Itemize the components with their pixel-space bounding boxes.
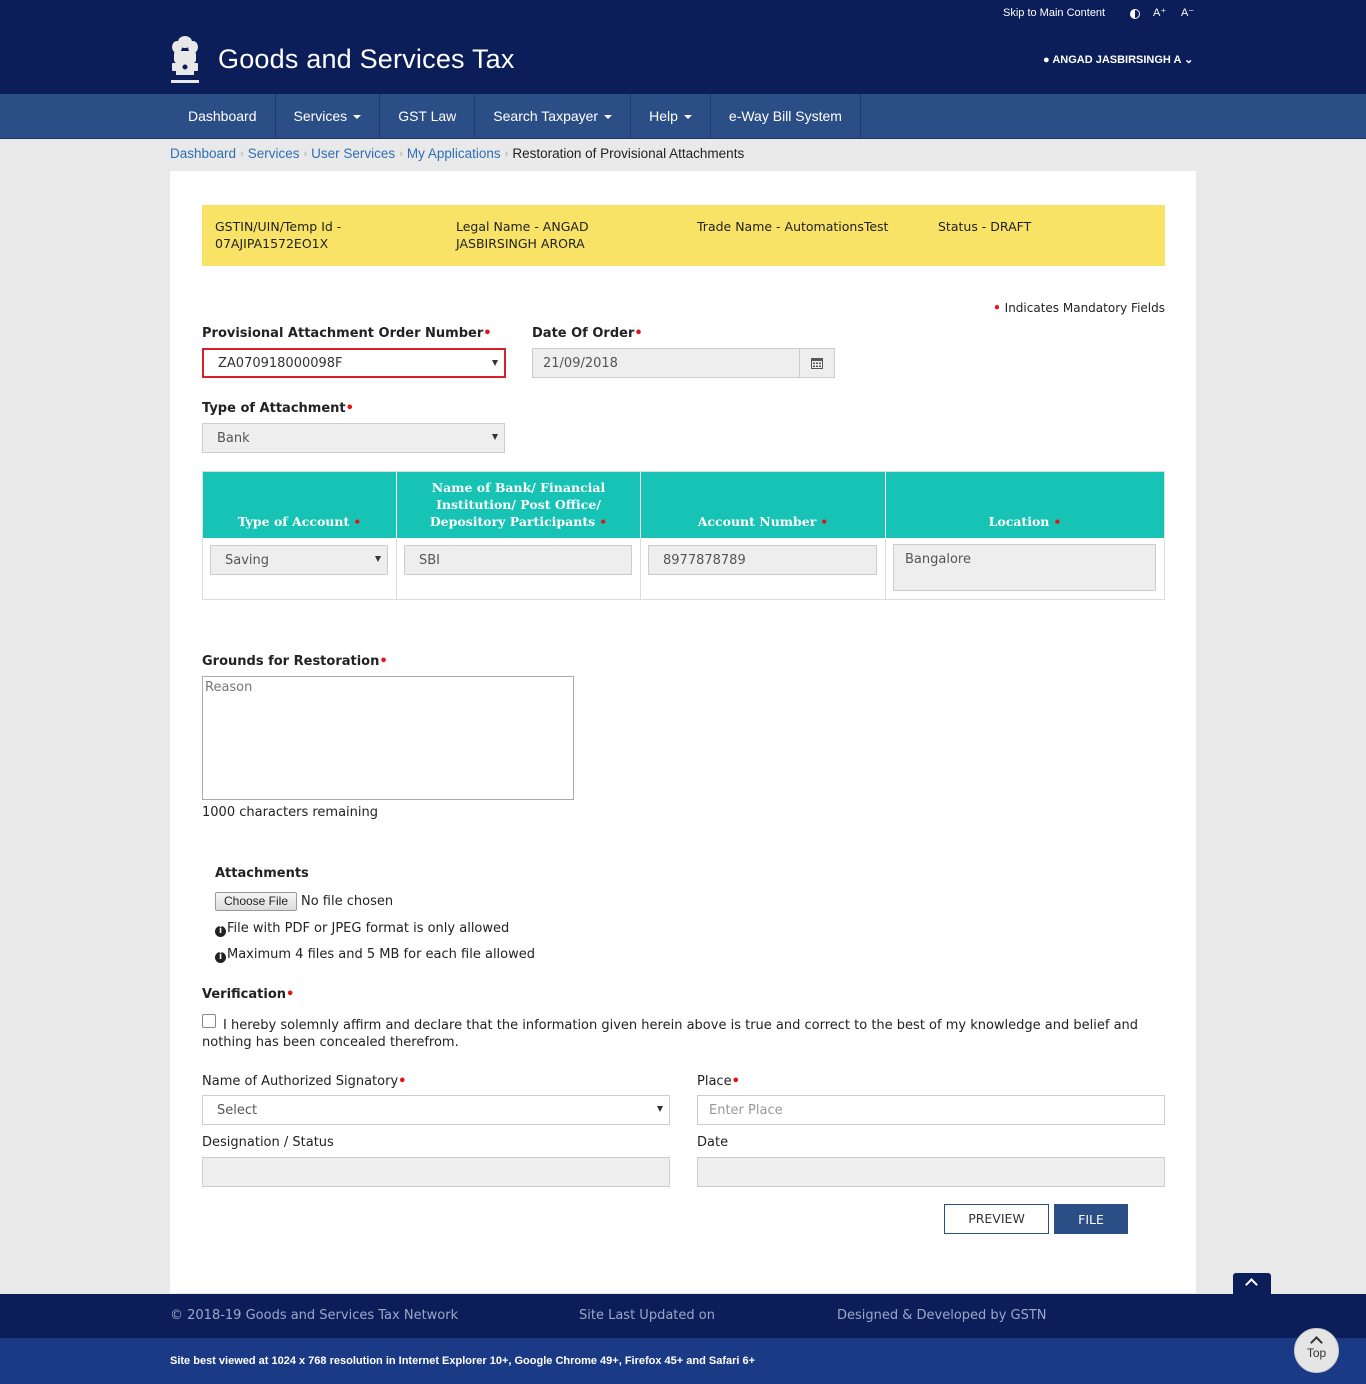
- breadcrumb-separator-icon: ›: [504, 148, 509, 160]
- site-header: [0, 28, 1366, 94]
- taxpayer-info-bar: [202, 205, 1165, 266]
- select-arrow-icon: [657, 1106, 663, 1112]
- footer-copyright: © 2018-19 Goods and Services Tax Network: [170, 1308, 459, 1323]
- top-utility-bar: [0, 0, 1366, 28]
- footer-designed-by: Designed & Developed by GSTN: [837, 1308, 1047, 1323]
- preview-button[interactable]: PREVIEW: [944, 1204, 1049, 1234]
- top-label: Top: [1306, 1346, 1327, 1360]
- chevron-down-icon: ⌄: [1184, 54, 1194, 66]
- nav-gst-law[interactable]: [380, 94, 475, 139]
- column-divider: [396, 538, 397, 600]
- nav-eway-bill[interactable]: [711, 94, 861, 139]
- place-label: [697, 1074, 740, 1089]
- status-info: Status - DRAFT: [938, 219, 1032, 234]
- choose-file-button[interactable]: Choose File: [215, 892, 297, 911]
- signatory-value: Select: [217, 1103, 258, 1118]
- account-type-select[interactable]: [210, 545, 388, 575]
- place-label-text: Place: [697, 1074, 732, 1089]
- date-of-order-label-text: Date Of Order: [532, 326, 635, 341]
- mandatory-dot-icon: •: [1053, 514, 1062, 529]
- no-file-chosen: No file chosen: [301, 894, 394, 909]
- mandatory-dot-icon: •: [820, 514, 829, 529]
- type-of-attachment-select[interactable]: [202, 423, 505, 453]
- main-panel: [170, 171, 1196, 1293]
- file-size-note: [215, 947, 535, 963]
- place-input[interactable]: Enter Place: [697, 1095, 1165, 1125]
- signatory-select[interactable]: [202, 1095, 670, 1125]
- nav-label: Dashboard: [188, 108, 257, 124]
- designation-label: Designation / Status: [202, 1135, 334, 1150]
- info-icon: i: [215, 952, 226, 963]
- grounds-label: [202, 654, 388, 669]
- legal-name-value: JASBIRSINGH ARORA: [456, 236, 585, 251]
- legal-name-info: [456, 218, 589, 252]
- mandatory-dot-icon: •: [993, 301, 1001, 315]
- breadcrumb-dashboard[interactable]: Dashboard: [170, 146, 237, 161]
- th-label: Location: [988, 514, 1050, 529]
- verification-text-line-2: nothing has been concealed therefrom.: [202, 1035, 459, 1050]
- best-viewed-text: Site best viewed at 1024 x 768 resolution in Internet Explorer 10+, Google Chrome 49+, Firefox 45+ and Safari 6+: [170, 1355, 756, 1367]
- footer-browser-note: [0, 1338, 1366, 1384]
- file-format-note-text: File with PDF or JPEG format is only allowed: [227, 921, 510, 936]
- th-label-line: Institution/ Post Office/: [436, 497, 601, 512]
- nav-label: GST Law: [398, 108, 457, 124]
- footer-last-updated: Site Last Updated on: [579, 1308, 715, 1323]
- mandatory-dot-icon: •: [353, 514, 362, 529]
- column-divider: [885, 538, 886, 600]
- gstin-label: GSTIN/UIN/Temp Id -: [215, 219, 342, 234]
- type-of-attachment-label: [202, 401, 354, 416]
- column-divider: [640, 538, 641, 600]
- breadcrumb-separator-icon: ›: [303, 148, 308, 160]
- gstin-value: 07AJIPA1572EO1X: [215, 236, 329, 251]
- signatory-label: [202, 1074, 406, 1089]
- font-increase-button[interactable]: A⁺: [1153, 7, 1167, 19]
- main-navigation: [0, 94, 1366, 139]
- trade-name-info: Trade Name - AutomationsTest: [697, 219, 889, 234]
- th-label: Account Number: [697, 514, 817, 529]
- verification-label: [202, 987, 294, 1002]
- th-location: [886, 472, 1164, 538]
- grounds-textarea[interactable]: Reason: [202, 676, 574, 800]
- account-number-field[interactable]: 8977878789: [648, 545, 877, 575]
- caret-down-icon: [353, 115, 361, 119]
- date-field: [697, 1157, 1165, 1187]
- order-number-label-text: Provisional Attachment Order Number: [202, 326, 484, 341]
- skip-to-main-link[interactable]: Skip to Main Content: [1003, 7, 1106, 19]
- bank-name-field[interactable]: SBI: [404, 545, 632, 575]
- grounds-label-text: Grounds for Restoration: [202, 654, 380, 669]
- th-bank-name: [397, 472, 641, 538]
- info-icon: i: [215, 926, 226, 937]
- national-emblem-icon: [168, 34, 202, 88]
- mandatory-dot-icon: •: [379, 654, 388, 669]
- contrast-toggle-icon[interactable]: [1130, 9, 1140, 19]
- select-arrow-icon: [492, 360, 498, 366]
- order-number-value: ZA070918000098F: [218, 356, 343, 371]
- font-decrease-button[interactable]: A⁻: [1181, 7, 1195, 19]
- user-icon: ●: [1043, 54, 1050, 66]
- breadcrumb: [170, 146, 744, 163]
- nav-help[interactable]: [631, 94, 711, 139]
- th-account-number: [641, 472, 886, 538]
- verification-label-text: Verification: [202, 987, 287, 1002]
- calendar-button[interactable]: [799, 348, 835, 378]
- site-title[interactable]: Goods and Services Tax: [218, 44, 515, 74]
- nav-search-taxpayer[interactable]: [475, 94, 631, 139]
- gstin-info: [215, 218, 341, 252]
- breadcrumb-current: Restoration of Provisional Attachments: [512, 146, 745, 161]
- chars-remaining: 1000 characters remaining: [202, 805, 379, 820]
- designation-field: [202, 1157, 670, 1187]
- mandatory-dot-icon: •: [398, 1074, 407, 1089]
- scroll-up-button[interactable]: [1233, 1273, 1271, 1294]
- mandatory-note-text: Indicates Mandatory Fields: [1004, 301, 1165, 315]
- select-arrow-icon: [492, 434, 498, 440]
- select-arrow-icon: [375, 556, 381, 562]
- date-of-order-label: [532, 326, 643, 341]
- verification-text-line-1: I hereby solemnly affirm and declare that the information given herein above is true and correct to the best of my knowledge and belief and: [223, 1018, 1139, 1033]
- calendar-icon: [811, 357, 823, 369]
- nav-label: Help: [649, 108, 678, 124]
- mandatory-dot-icon: •: [345, 401, 354, 416]
- mandatory-dot-icon: •: [286, 987, 295, 1002]
- account-type-value: Saving: [225, 553, 270, 568]
- mandatory-dot-icon: •: [731, 1074, 740, 1089]
- type-of-attachment-value: Bank: [217, 431, 250, 446]
- th-label: Type of Account: [237, 514, 350, 529]
- verification-checkbox[interactable]: [202, 1014, 216, 1028]
- th-type-of-account: [203, 472, 397, 538]
- order-number-select[interactable]: [202, 348, 506, 378]
- nav-services[interactable]: [276, 94, 381, 139]
- type-of-attachment-label-text: Type of Attachment: [202, 401, 346, 416]
- breadcrumb-my-applications[interactable]: My Applications: [406, 146, 501, 161]
- date-of-order-field[interactable]: 21/09/2018: [532, 348, 800, 378]
- location-field[interactable]: Bangalore: [893, 544, 1156, 591]
- back-to-top-button[interactable]: [1294, 1328, 1339, 1373]
- caret-down-icon: [684, 115, 692, 119]
- nav-label: Services: [293, 108, 348, 124]
- file-format-note: [215, 921, 509, 937]
- caret-down-icon: [604, 115, 612, 119]
- signatory-label-text: Name of Authorized Signatory: [202, 1074, 399, 1089]
- nav-label: Search Taxpayer: [493, 108, 599, 124]
- mandatory-dot-icon: •: [634, 326, 643, 341]
- mandatory-dot-icon: •: [599, 514, 608, 529]
- user-name: ANGAD JASBIRSINGH A: [1052, 54, 1182, 66]
- file-button[interactable]: FILE: [1054, 1204, 1128, 1234]
- breadcrumb-separator-icon: ›: [399, 148, 403, 160]
- file-size-note-text: Maximum 4 files and 5 MB for each file allowed: [227, 947, 536, 962]
- attachments-label: Attachments: [215, 866, 309, 881]
- nav-dashboard[interactable]: [170, 94, 276, 139]
- breadcrumb-user-services[interactable]: User Services: [311, 146, 396, 161]
- mandatory-dot-icon: •: [483, 326, 492, 341]
- mandatory-fields-note: [993, 301, 1165, 315]
- breadcrumb-services[interactable]: Services: [247, 146, 300, 161]
- date-label: Date: [697, 1135, 729, 1150]
- breadcrumb-separator-icon: ›: [240, 148, 244, 160]
- user-menu[interactable]: [1043, 53, 1193, 66]
- th-label-line: Name of Bank/ Financial: [431, 480, 606, 495]
- legal-name-label: Legal Name - ANGAD: [456, 219, 589, 234]
- footer-main: [0, 1294, 1366, 1338]
- th-label-line: Depository Participants: [429, 514, 596, 529]
- order-number-label: [202, 326, 492, 341]
- nav-label: e-Way Bill System: [728, 108, 842, 124]
- account-details-table: [202, 471, 1165, 600]
